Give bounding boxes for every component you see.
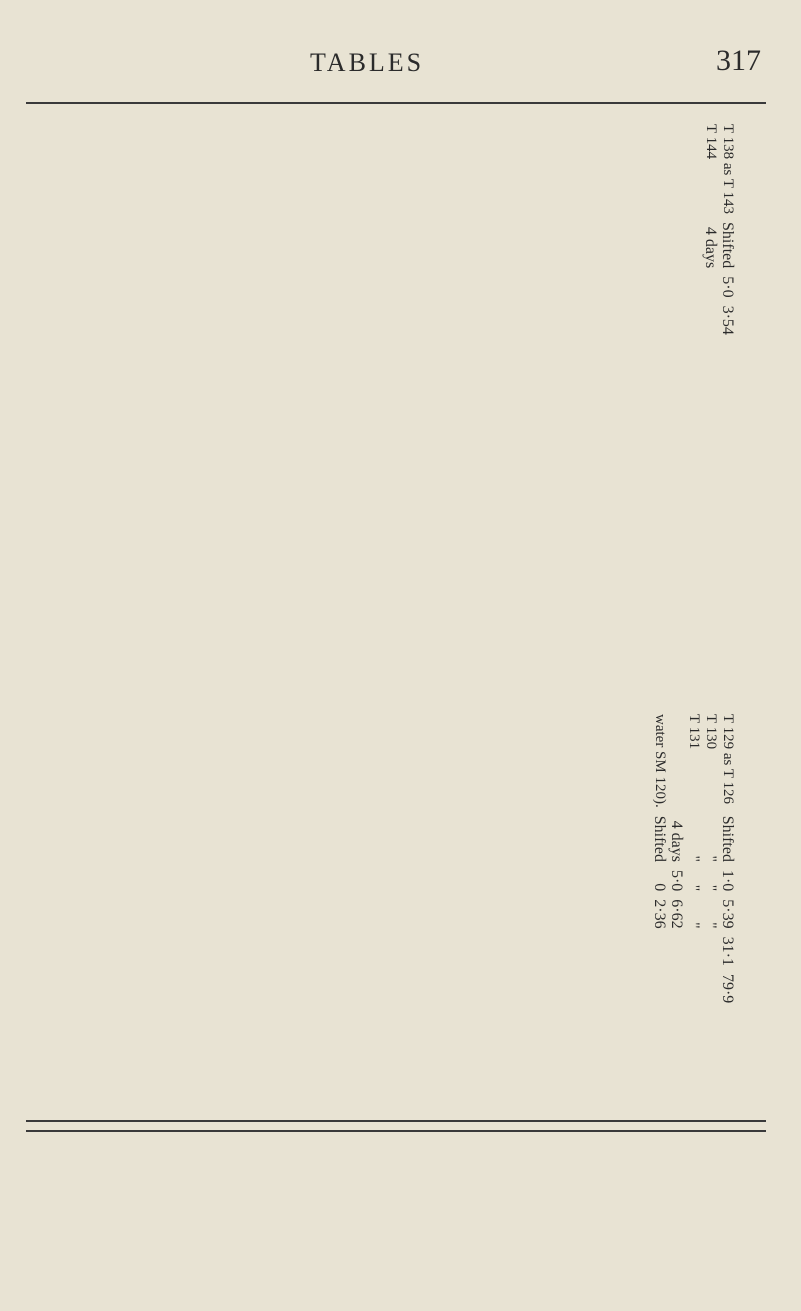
cell: 4 days [702,226,719,269]
page-number: 317 [716,44,761,77]
cell: 5·0 [668,869,685,892]
row-label [668,710,685,812]
cell: " [685,884,702,892]
cell: 4 days [668,820,685,862]
cell: 1·0 [719,869,736,892]
row-label: T 138 as T 143 [720,124,736,215]
left-block [0,120,736,490]
table-row [719,120,736,339]
rotated-table [26,90,766,1280]
cell: Shifted [719,222,736,269]
right-table [651,710,736,1007]
cell: 0 [651,883,668,892]
cell [702,272,719,301]
cell: 2·36 [651,899,668,929]
right-block [0,710,736,1300]
row-label: water SM 120). [652,714,668,808]
table-row [668,710,685,1007]
cell: Shifted [719,815,736,862]
table-row [651,710,668,1007]
table-row [719,710,736,1007]
table-row [702,120,719,339]
cell: " [685,855,702,862]
row-label: T 131 [686,714,702,750]
cell: Shifted [651,815,668,862]
cell: 5·39 [719,899,736,929]
cell: " [702,884,719,892]
page-header [0,40,801,90]
table-row [702,710,719,1007]
row-label: T 144 [703,124,719,160]
cell: " [702,855,719,862]
row-label: T 130 [703,714,719,750]
rule [26,102,766,104]
page-title: TABLES [310,48,425,77]
cell: 3·54 [719,305,736,335]
cell: 6·62 [668,899,685,929]
cell: 31·1 [719,936,736,966]
left-table [702,120,736,339]
table-row [685,710,702,1007]
cell: 79·9 [719,973,736,1004]
row-label: T 129 as T 126 [720,714,736,805]
cell: " [702,922,719,929]
cell: 5·0 [719,276,736,298]
cell [702,302,719,339]
cell: " [685,922,702,929]
